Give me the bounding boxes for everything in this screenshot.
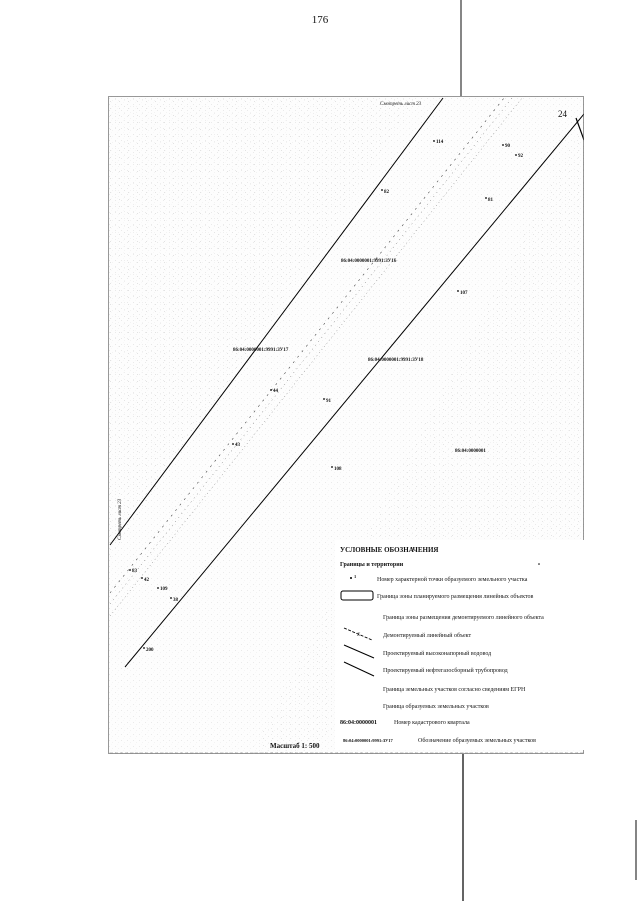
parcel-label: 86:04:0000001:9991:ЗУ18 [368, 358, 424, 363]
page-number: 176 [311, 14, 329, 26]
point-marker [323, 398, 325, 400]
point-label: 81 [488, 198, 493, 203]
point-marker [129, 569, 131, 571]
point-label: 200 [146, 648, 154, 653]
point-label: 82 [384, 190, 389, 195]
point-marker [143, 647, 145, 649]
point-label: 42 [144, 578, 149, 583]
point-label: 43 [235, 443, 240, 448]
point-marker [485, 197, 487, 199]
legend-title: УСЛОВНЫЕ ОБОЗНАЧЕНИЯ [340, 546, 439, 554]
point-marker [502, 144, 504, 146]
legend-item: Демонтируемый линейный объект [383, 633, 472, 639]
point-marker [141, 577, 143, 579]
map-legend [335, 540, 584, 750]
legend-item: Проектируемый высоконапорный водовод [383, 651, 492, 657]
legend-quarter-text: Номер кадастрового квартала [394, 720, 470, 726]
legend-item: Граница земельных участков согласно сведениям ЕГРН [383, 687, 526, 693]
point-label: 91 [326, 399, 331, 404]
legend-section: Границы и территории [340, 562, 404, 568]
point-marker [381, 189, 383, 191]
legend-parcel-text: Обозначение образуемых земельных участков [418, 738, 536, 744]
legend-item: Проектируемый нефтегазосборный трубопровод [383, 668, 508, 674]
point-marker [270, 389, 272, 391]
svg-text:1: 1 [354, 574, 357, 579]
point-label: 108 [334, 467, 342, 472]
point-marker [515, 154, 517, 156]
point-marker [433, 140, 435, 142]
parcel-label: 86:04:0000001:9991:ЗУ16 [341, 259, 397, 264]
continuation-note-left: Смотреть лист 23 [118, 498, 123, 540]
map-scale: Масштаб 1: 500 [270, 742, 320, 750]
point-marker [170, 597, 172, 599]
svg-text:Х: Х [357, 633, 361, 638]
point-label: 90 [505, 144, 510, 149]
point-label: 114 [436, 140, 444, 145]
point-label: 107 [460, 291, 468, 296]
legend-parcel-code: 86:04:0000001:9991:ЗУ17 [343, 738, 393, 743]
legend-item: Граница зоны размещения демонтируемого линейного объекта [383, 615, 544, 621]
point-marker [331, 466, 333, 468]
point-label: 83 [132, 569, 137, 574]
point-label: 109 [160, 587, 168, 592]
legend-item: Номер характерной точки образуемого земельного участка [377, 577, 528, 583]
parcel-label: 86:04:0000001:9991:ЗУ17 [233, 348, 289, 353]
point-marker [457, 290, 459, 292]
legend-item: Граница образуемых земельных участков [383, 704, 489, 710]
legend-point-symbol [350, 577, 352, 579]
quarter-label: 86:04:0000001 [455, 449, 486, 454]
point-label: 38 [173, 598, 178, 603]
point-marker [157, 587, 159, 589]
point-marker [232, 443, 234, 445]
continuation-note-top: Смотреть лист 23 [380, 102, 422, 107]
point-label: 92 [518, 154, 523, 159]
point-label: 44 [273, 389, 278, 394]
legend-quarter-code: 86:04:0000001 [340, 720, 377, 726]
sheet-number: 24 [558, 109, 567, 119]
legend-item: Граница зоны планируемого размещения линейных объектов [377, 594, 534, 600]
